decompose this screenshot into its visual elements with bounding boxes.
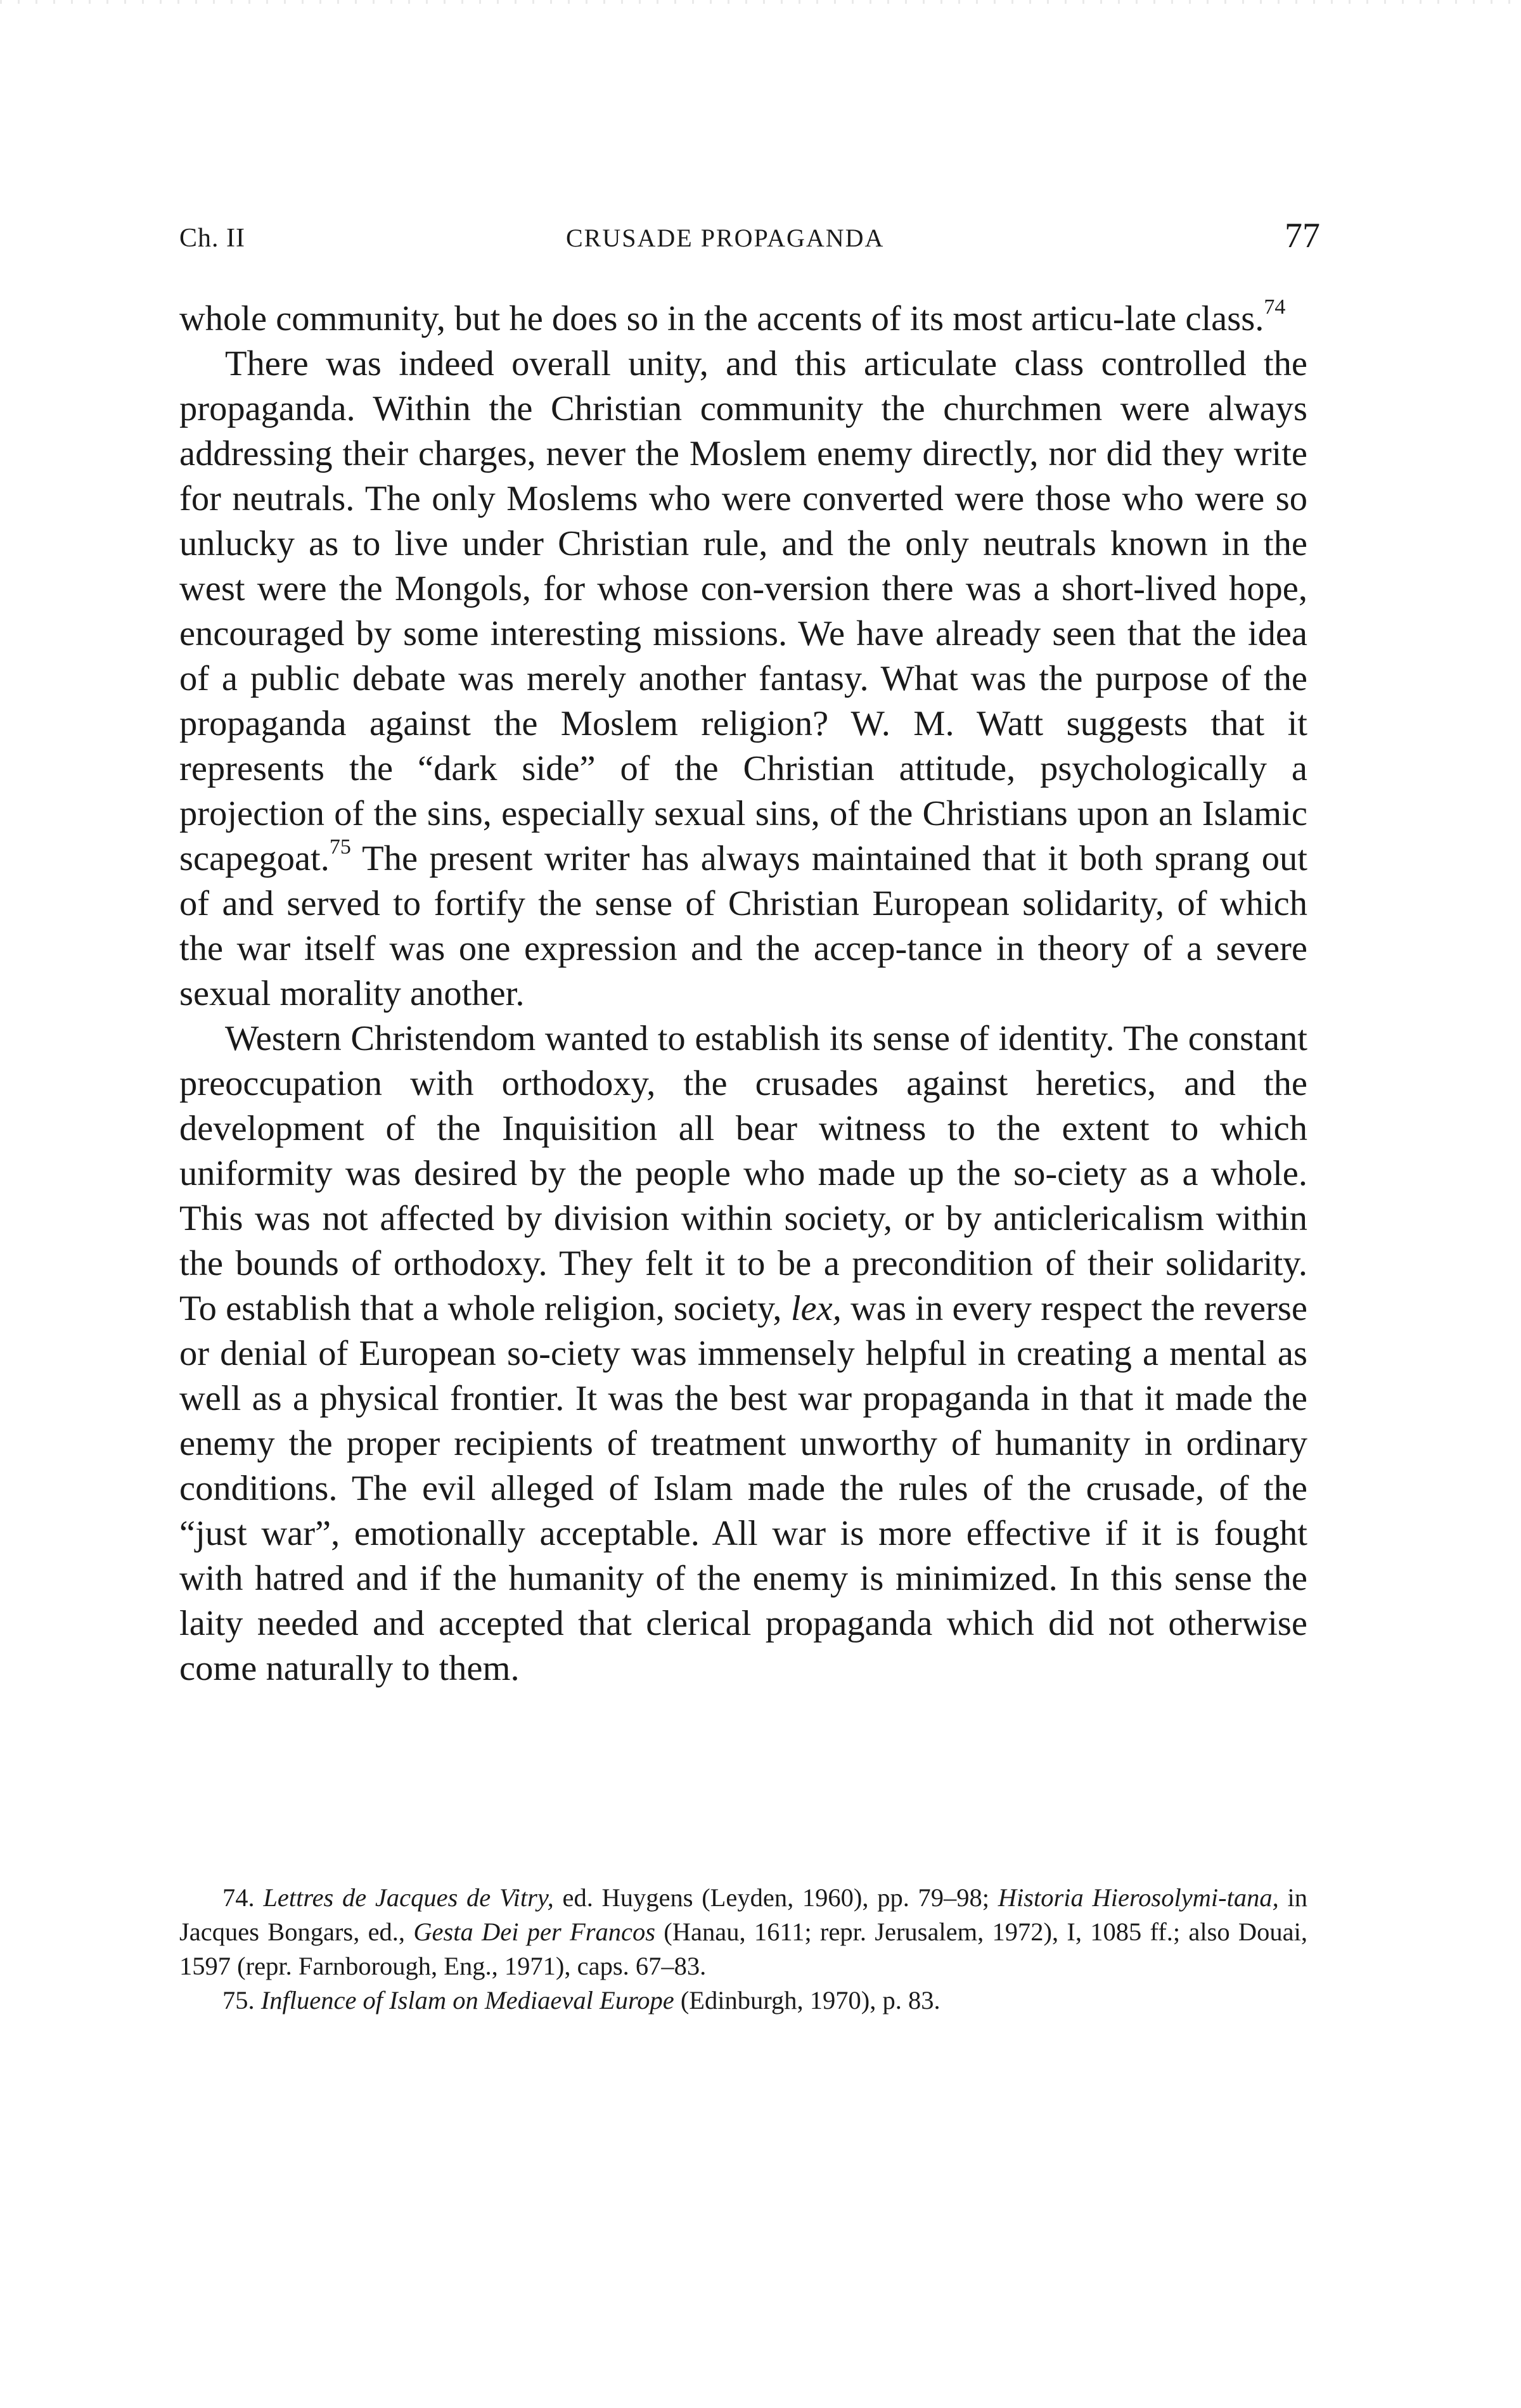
footnote-74-text-2: in Jacques Bongars, ed., [179, 1883, 1307, 1946]
chapter-label: Ch. II [179, 224, 245, 253]
footnotes [179, 1881, 1307, 2018]
footnote-74 [179, 1881, 1307, 1983]
running-title: CRUSADE PROPAGANDA [566, 224, 885, 252]
paragraph-2 [179, 342, 1307, 1016]
paragraph-1 [179, 297, 1307, 342]
footnote-ref-75: 75 [329, 835, 351, 859]
footnote-74-text-3: (Hanau, 1611; repr. Jerusalem, 1972), I, 1085 ff.; also Douai, 1597 (repr. Farnborough, Eng., 1971), caps. 67–83. [179, 1918, 1307, 1980]
paragraph-2-text-a: There was indeed overall unity, and this articulate class controlled the propaganda. Within the Christian community the churchmen were always addressing their charges, never the Moslem enemy directly, nor did they write for neutrals. The only Moslems who were converted were those who were so unlucky as to live under Christian rule, and the only neutrals known in the west were the Mongols, for whose con-version there was a short-lived hope, encouraged by some interesting missions. We have already seen that the idea of a public debate was merely another fantasy. What was the purpose of the propaganda against the Moslem religion? W. M. Watt suggests that it represents the “dark side” of the Christian attitude, psychologically a projection of the sins, especially sexual sins, of the Christians upon an Islamic scapegoat. [179, 344, 1307, 878]
footnote-74-number: 74. [222, 1883, 255, 1912]
paragraph-1-text: whole community, but he does so in the accents of its most articu-late class. [179, 299, 1264, 338]
footnote-75-number: 75. [222, 1986, 255, 2014]
footnote-74-text-1: ed. Huygens (Leyden, 1960), pp. 79–98; [553, 1883, 998, 1912]
main-text [179, 297, 1307, 1691]
scan-edge-artifact [0, 0, 1521, 4]
footnote-75-text: (Edinburgh, 1970), p. 83. [674, 1986, 940, 2014]
running-head [179, 215, 1320, 266]
footnote-75-title: Influence of Islam on Mediaeval Europe [260, 1986, 674, 2014]
footnote-74-title-3: Gesta Dei per Francos [413, 1918, 656, 1946]
footnote-74-title-1: Lettres de Jacques de Vitry, [263, 1883, 554, 1912]
footnote-75 [179, 1983, 1307, 2018]
footnote-ref-74: 74 [1264, 295, 1286, 319]
paragraph-2-text-b: The present writer has always maintained that it both sprang out of and served to fortify the sense of Christian European solidarity, of which the war itself was one expression and the accep-tance in theory of a severe sexual morality another. [179, 839, 1307, 1013]
page-number: 77 [1285, 216, 1320, 255]
paragraph-3-italic-lex: lex, [790, 1289, 842, 1328]
paragraph-3-text-b: was in every respect the reverse or denial of European so-ciety was immensely helpful in creating a mental as well as a physical frontier. It was the best war propaganda in that it made the enemy the proper recipients of treatment unworthy of humanity in ordinary conditions. The evil alleged of Islam made the rules of the crusade, of the “just war”, emotionally acceptable. All war is more effective if it is fought with hatred and if the humanity of the enemy is minimized. In this sense the laity needed and accepted that clerical propaganda which did not otherwise come naturally to them. [179, 1289, 1307, 1688]
footnote-74-title-2: Historia Hierosolymi-tana, [998, 1883, 1279, 1912]
paragraph-3 [179, 1016, 1307, 1691]
paragraph-3-text-a: Western Christendom wanted to establish its sense of identity. The constant preoccupation with orthodoxy, the crusades against heretics, and the development of the Inquisition all bear witness to the extent to which uniformity was desired by the people who made up the so-ciety as a whole. This was not affected by division within society, or by anticlericalism within the bounds of orthodoxy. They felt it to be a precondition of their solidarity. To establish that a whole religion, society, [179, 1019, 1307, 1328]
